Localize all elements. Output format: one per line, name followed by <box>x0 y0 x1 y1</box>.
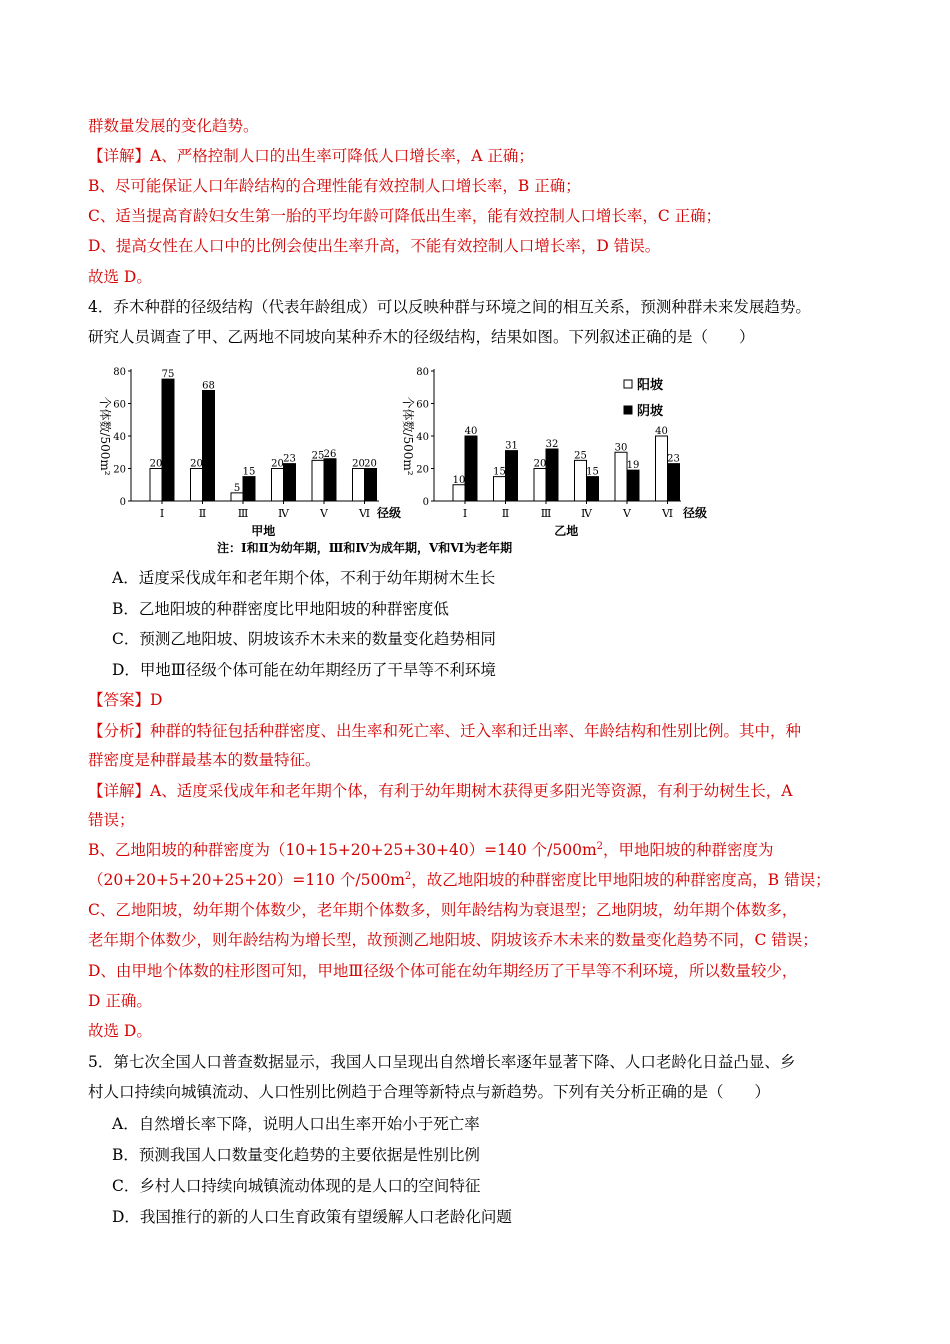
bar-yinpo <box>546 449 558 501</box>
data-label: 10 <box>452 474 466 486</box>
text-line: 故选 D。 <box>88 268 152 286</box>
data-label: 75 <box>161 369 175 381</box>
x-tick-label: Ⅳ <box>278 507 289 520</box>
data-label: 40 <box>464 426 478 437</box>
explanation: D、由甲地个体数的柱形图可知，甲地Ⅲ径级个体可能在幼年期经历了干旱等不利环境，所以数量较少， <box>88 962 798 980</box>
data-label: 15 <box>493 466 506 478</box>
chart-jia <box>98 367 401 538</box>
option-a: A．适度采伐成年和老年期个体，不利于幼年期树木生长 <box>112 569 496 587</box>
x-tick-label: Ⅳ <box>581 507 592 520</box>
data-label: 19 <box>626 460 640 472</box>
bar-yinpo <box>284 464 296 501</box>
bar-yinpo <box>243 477 255 501</box>
explanation: 错误； <box>88 811 135 829</box>
text-line: 群数量发展的变化趋势。 <box>88 117 259 135</box>
y-axis-label: 个体数/500m² <box>401 396 415 476</box>
data-label: 31 <box>505 440 518 452</box>
text-line: B、尽可能保证人口年龄结构的合理性能有效控制人口增长率，B 正确； <box>88 177 581 195</box>
bar-yangpo <box>534 469 546 502</box>
data-label: 32 <box>545 439 559 450</box>
bar-yinpo <box>203 391 215 502</box>
legend-swatch <box>624 406 632 414</box>
explanation: B、乙地阳坡的种群密度为（10+15+20+25+30+40）=140 个$/500m^2$，甲地阳坡的种群密度为 <box>88 840 774 859</box>
option-d: D．甲地Ⅲ径级个体可能在幼年期经历了干旱等不利环境 <box>112 661 496 679</box>
option-d: D．我国推行的新的人口生育政策有望缓解人口老龄化问题 <box>112 1208 512 1226</box>
x-tick-label: Ⅵ <box>661 507 674 520</box>
x-axis-label: 径级 <box>683 506 708 520</box>
bar-yinpo <box>324 459 336 501</box>
bar-yinpo <box>506 451 518 501</box>
bar-yangpo <box>150 469 162 502</box>
question-5-stem: 5．第七次全国人口普查数据显示，我国人口呈现出自然增长率逐年显著下降、人口老龄化日益凸显、乡 <box>88 1053 796 1071</box>
x-tick-label: Ⅴ <box>623 507 631 520</box>
data-label: 20 <box>271 458 284 470</box>
data-label: 15 <box>586 466 599 478</box>
chart-title: 乙地 <box>554 524 579 538</box>
data-label: 68 <box>202 380 215 392</box>
data-label: 40 <box>655 426 668 437</box>
question-5-stem: 村人口持续向城镇流动、人口性别比例趋于合理等新特点与新趋势。下列有关分析正确的是（ ） <box>88 1083 771 1101</box>
x-axis-label: 径级 <box>377 506 402 520</box>
bar-yangpo <box>191 469 203 502</box>
bar-yangpo <box>312 460 324 501</box>
legend-swatch <box>624 380 632 388</box>
data-label: 20 <box>352 458 365 470</box>
data-label: 26 <box>323 448 337 460</box>
bar-yinpo <box>465 436 477 501</box>
chart-note: 注：Ⅰ和Ⅱ为幼年期，Ⅲ和Ⅳ为成年期，Ⅴ和Ⅵ为老年期 <box>217 541 513 555</box>
data-label: 30 <box>614 442 628 454</box>
legend-label: 阴坡 <box>637 404 664 419</box>
data-label: 15 <box>242 466 256 478</box>
data-label: 25 <box>574 450 587 462</box>
bar-yinpo <box>365 469 377 502</box>
x-tick-label: Ⅲ <box>540 507 552 520</box>
text-line: D、提高女性在人口中的比例会使出生率升高，不能有效控制人口增长率，D 错误。 <box>88 237 661 255</box>
bar-yangpo <box>353 469 365 502</box>
analysis: 【分析】种群的特征包括种群密度、出生率和死亡率、迁入率和迁出率、年龄结构和性别比例。其中，种 <box>88 722 802 740</box>
y-tick-label: 40 <box>113 432 126 443</box>
y-axis-label: 个体数/500m² <box>98 396 112 476</box>
bar-yinpo <box>627 470 639 501</box>
text-line: C、适当提高育龄妇女生第一胎的平均年龄可降低出生率，能有效控制人口增长率，C 正确； <box>88 207 722 225</box>
bar-charts <box>98 362 715 562</box>
y-tick-label: 80 <box>113 367 126 378</box>
bar-yangpo <box>656 436 668 501</box>
bar-yangpo <box>453 485 465 501</box>
explanation: （20+20+5+20+25+20）=110 个$/500m^2$，故乙地阳坡的种群密度比甲地阳坡的种群密度高，B 错误； <box>88 870 831 889</box>
bar-yangpo <box>231 493 243 501</box>
x-tick-label: Ⅵ <box>358 507 371 520</box>
bar-yangpo <box>272 469 284 502</box>
x-tick-label: Ⅲ <box>237 507 249 520</box>
option-c: C．乡村人口持续向城镇流动体现的是人口的空间特征 <box>112 1177 481 1195</box>
explanation: 老年期个体数少，则年龄结构为增长型，故预测乙地阳坡、阴坡该乔木未来的数量变化趋势不同，C 错误； <box>88 931 818 949</box>
y-tick-label: 80 <box>416 367 429 378</box>
explanation: D 正确。 <box>88 992 152 1010</box>
data-label: 23 <box>283 453 296 465</box>
data-label: 25 <box>311 450 325 462</box>
x-tick-label: Ⅱ <box>501 507 510 520</box>
bar-yangpo <box>575 460 587 501</box>
explanation: C、乙地阳坡，幼年期个体数少，老年期个体数多，则年龄结构为衰退型；乙地阴坡，幼年期个体数多， <box>88 901 798 919</box>
y-tick-label: 20 <box>416 464 429 476</box>
chart-title: 甲地 <box>251 524 276 538</box>
data-label: 20 <box>149 458 163 470</box>
x-tick-label: Ⅱ <box>198 507 207 520</box>
y-tick-label: 20 <box>113 464 126 476</box>
data-label: 23 <box>667 453 680 465</box>
answer: 【答案】D <box>88 691 163 709</box>
data-label: 20 <box>364 458 377 470</box>
option-b: B．乙地阳坡的种群密度比甲地阳坡的种群密度低 <box>112 600 449 618</box>
x-tick-label: Ⅰ <box>462 507 468 520</box>
data-label: 20 <box>533 458 547 470</box>
option-c: C．预测乙地阳坡、阴坡该乔木未来的数量变化趋势相同 <box>112 630 496 648</box>
chart-yi <box>401 367 707 538</box>
data-label: 20 <box>190 458 203 470</box>
bar-yangpo <box>615 452 627 501</box>
y-tick-label: 60 <box>416 399 429 411</box>
y-tick-label: 0 <box>119 497 126 508</box>
bar-yinpo <box>587 477 599 501</box>
analysis: 群密度是种群最基本的数量特征。 <box>88 751 321 769</box>
explanation: 【详解】A、适度采伐成年和老年期个体，有利于幼年期树木获得更多阳光等资源，有利于幼树生长，A <box>88 782 793 800</box>
x-tick-label: Ⅴ <box>320 507 328 520</box>
bar-yinpo <box>668 464 680 501</box>
y-tick-label: 0 <box>422 497 429 508</box>
option-b: B．预测我国人口数量变化趋势的主要依据是性别比例 <box>112 1146 480 1164</box>
text-line: 【详解】A、严格控制人口的出生率可降低人口增长率，A 正确； <box>88 147 534 165</box>
question-4-stem: 4．乔木种群的径级结构（代表年龄组成）可以反映种群与环境之间的相互关系，预测种群未来发展趋势。 <box>88 298 811 316</box>
explanation: 故选 D。 <box>88 1022 152 1040</box>
legend-label: 阳坡 <box>637 378 664 393</box>
data-label: 5 <box>233 482 241 494</box>
bar-yangpo <box>494 477 506 501</box>
bar-yinpo <box>162 379 174 501</box>
y-tick-label: 40 <box>416 432 429 443</box>
option-a: A．自然增长率下降，说明人口出生率开始小于死亡率 <box>112 1115 480 1133</box>
x-tick-label: Ⅰ <box>159 507 165 520</box>
question-4-stem: 研究人员调查了甲、乙两地不同坡向某种乔木的径级结构，结果如图。下列叙述正确的是（ ） <box>88 328 755 346</box>
y-tick-label: 60 <box>113 399 126 411</box>
